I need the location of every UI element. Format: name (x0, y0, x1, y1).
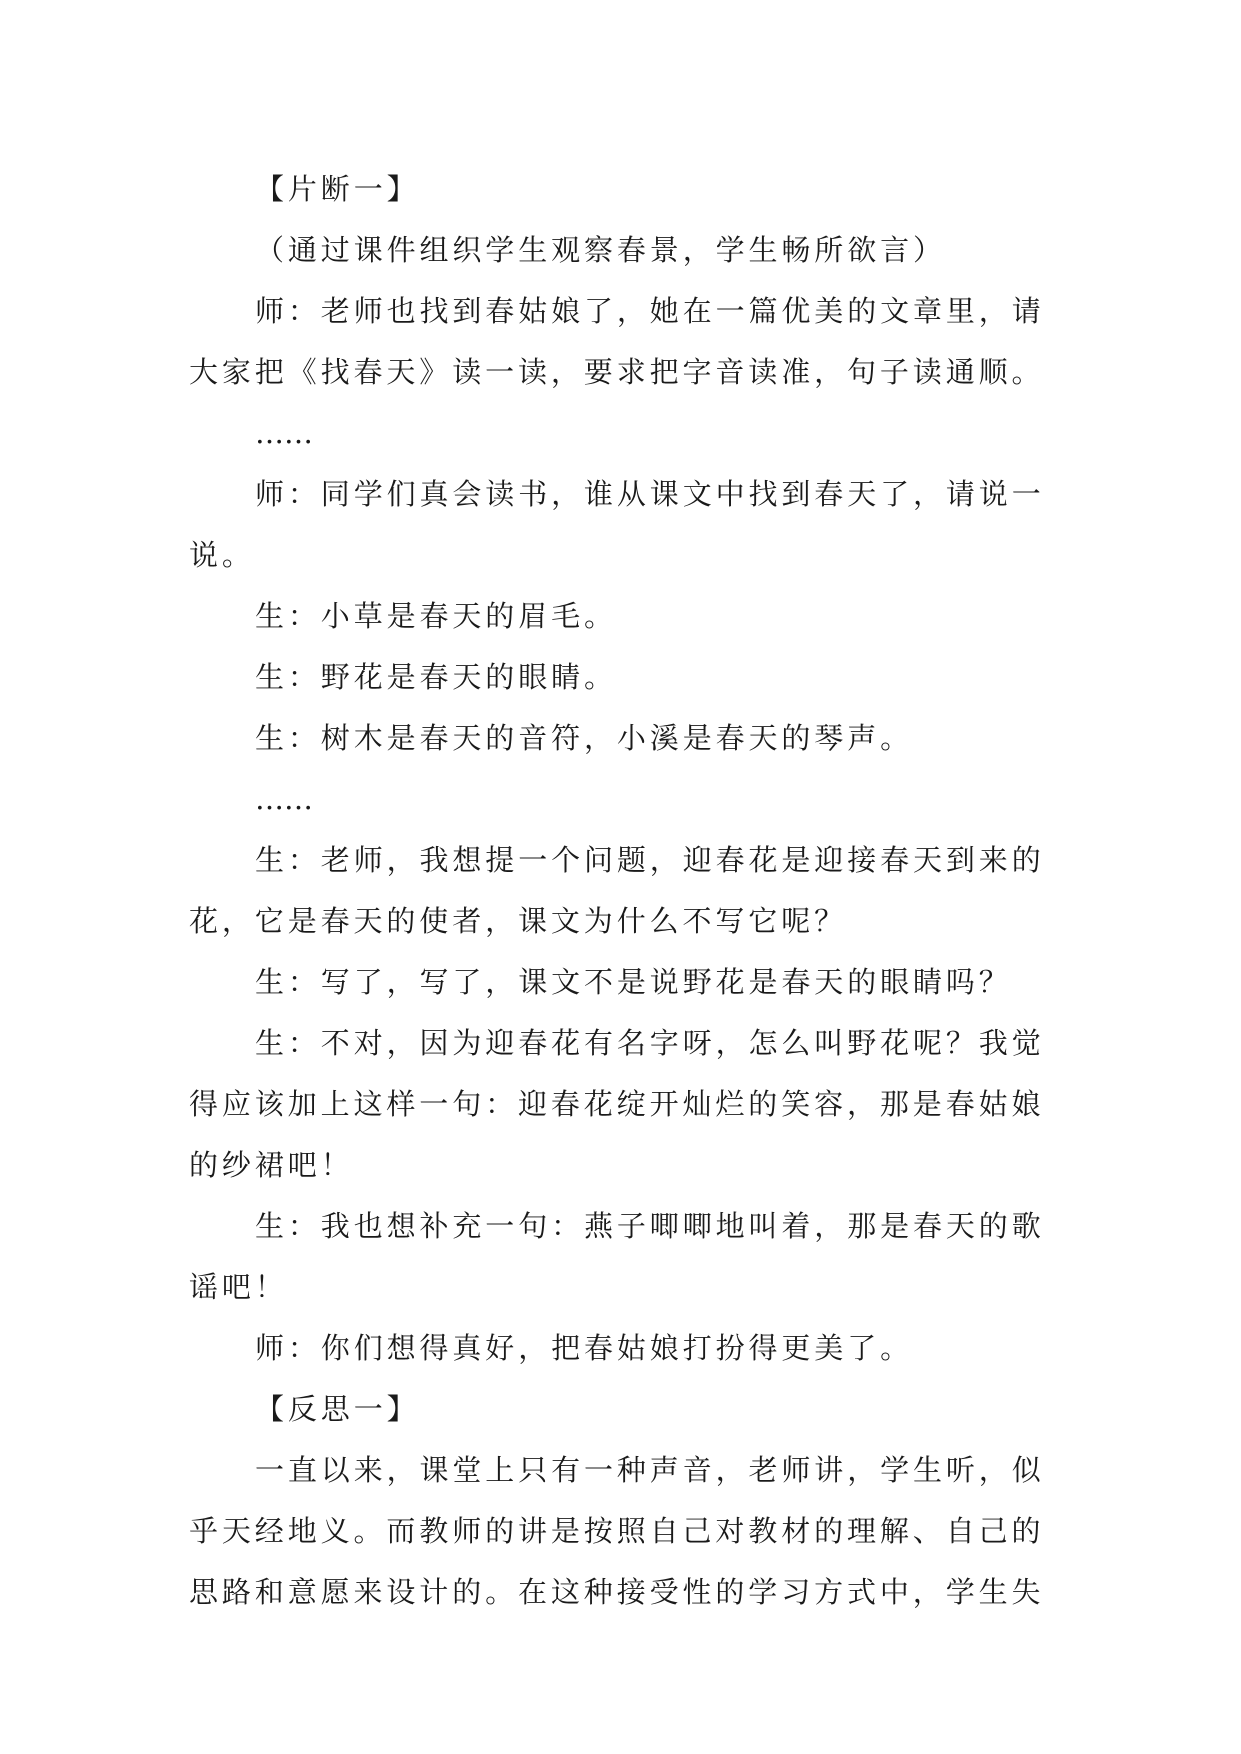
document-body (189, 159, 1069, 1623)
section-heading-reflection-1: 【反思一】 (255, 1392, 420, 1426)
student-line: 生：小草是春天的眉毛。 (255, 599, 617, 633)
student-line: 生：不对，因为迎春花有名字呀，怎么叫野花呢？我觉得应该加上这样一句：迎春花绽开灿烂的笑容，那是春姑娘的纱裙吧！ (189, 1026, 1045, 1182)
student-line: 生：老师，我想提一个问题，迎春花是迎接春天到来的花，它是春天的使者，课文为什么不写它呢？ (189, 843, 1045, 938)
reflection-paragraph: 一直以来，课堂上只有一种声音，老师讲，学生听，似乎天经地义。而教师的讲是按照自己对教材的理解、自己的思路和意愿来设计的。在这种接受性的学习方式中，学生失 (189, 1453, 1045, 1609)
student-line: 生：树木是春天的音符，小溪是春天的琴声。 (255, 721, 914, 755)
section-heading-fragment-1: 【片断一】 (255, 172, 420, 206)
student-line: 生：我也想补充一句：燕子唧唧地叫着，那是春天的歌谣吧！ (189, 1209, 1045, 1304)
ellipsis-line: …… (255, 782, 313, 816)
student-line: 生：野花是春天的眼睛。 (255, 660, 617, 694)
teacher-line: 师：同学们真会读书，谁从课文中找到春天了，请说一说。 (189, 477, 1045, 572)
teacher-line: 师：你们想得真好，把春姑娘打扮得更美了。 (255, 1331, 914, 1365)
stage-direction: （通过课件组织学生观察春景，学生畅所欲言） (255, 233, 946, 267)
ellipsis-line: …… (255, 416, 313, 450)
student-line: 生：写了，写了，课文不是说野花是春天的眼睛吗？ (255, 965, 1012, 999)
teacher-line: 师：老师也找到春姑娘了，她在一篇优美的文章里，请大家把《找春天》读一读，要求把字音读准，句子读通顺。 (189, 294, 1045, 389)
